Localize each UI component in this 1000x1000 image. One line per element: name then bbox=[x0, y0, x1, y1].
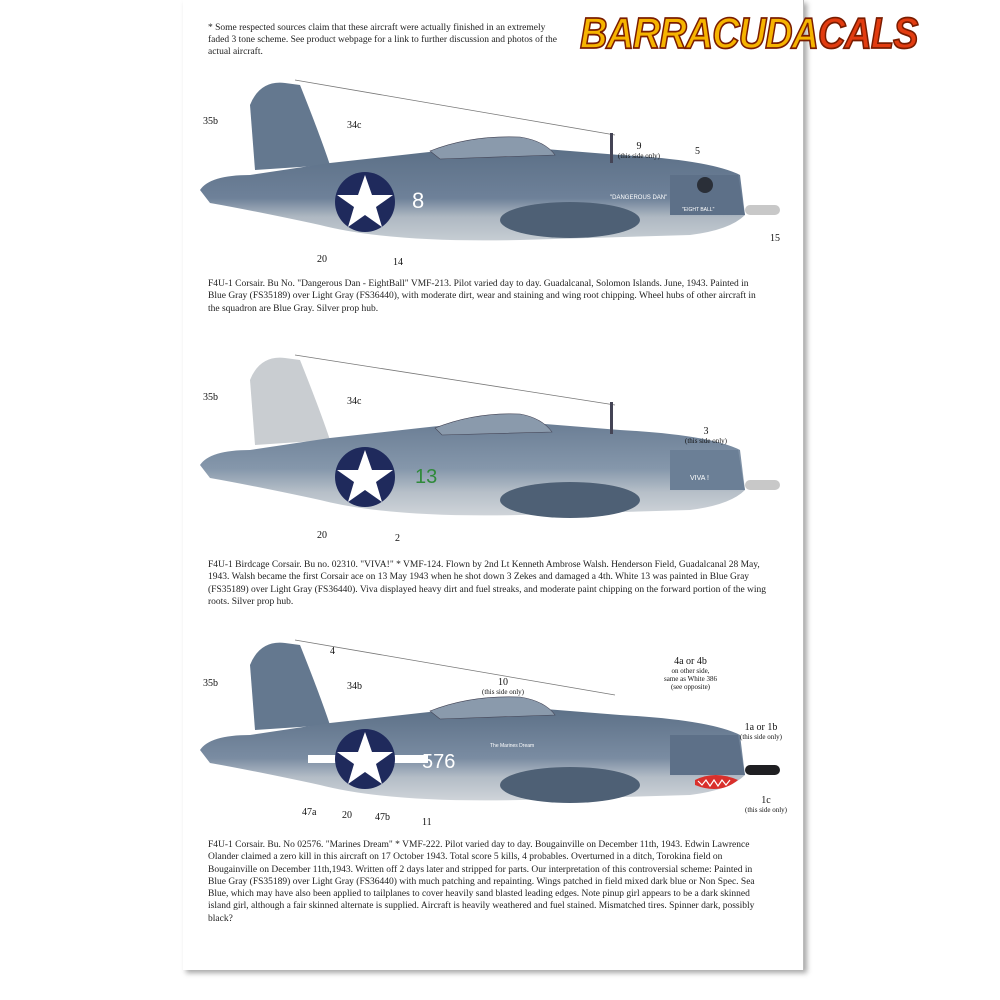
callout-34b: 34b bbox=[347, 681, 362, 692]
cowl-art: VIVA ! bbox=[690, 475, 709, 482]
profile-2-caption: F4U-1 Birdcage Corsair. Bu no. 02310. "VIVA!" * VMF-124. Flown by 2nd Lt Kenneth Ambrose Walsh. Henderson Field, Guadalcanal 28 May, 1943. Walsh became the first Corsair ace on 13 May 1943 when he shot down 3 Zekes and damaged a 4th. White 13 was painted in Blue Gray (FS35189) over Light Gray (FS36440). Viva displayed heavy dirt and fuel streaks, and moderate paint chipping on the forward portion of the wing roots. Silver prop hub. bbox=[208, 560, 767, 607]
dark-spinner bbox=[745, 765, 780, 775]
callout-1c-number: 1c bbox=[761, 795, 771, 806]
canopy bbox=[430, 137, 555, 159]
tail-fin bbox=[250, 643, 330, 730]
callout-14: 14 bbox=[393, 257, 403, 268]
cowling bbox=[670, 735, 745, 775]
callout-1c bbox=[745, 796, 787, 814]
profile-3-caption: F4U-1 Corsair. Bu. No 02576. "Marines Dream" * VMF-222. Pilot varied day to day. Bougainville on December 11th, 1943. Edwin Lawrence Olander claimed a zero kill in this aircraft on 17 October 1943. Total score 5 kills, 4 probables. Overturned in a ditch, Torokina field on Bougainville on December 11th,1943. Written off 2 days later and stripped for parts. Our interpretation of this controversial scheme: Painted in Blue Gray (FS35189) over Light Gray (FS36440) with much patching and repainting. Wings patched in field mixed dark blue or Non Spec. Sea Blue, which may have also been applied to tailplanes to cover heavily sand blasted leading edges. Note pinup girl appears to be a dark skinned island girl, although a fair skinned alternate is supplied. Aircraft is heavily weathered and fuel stained. Mismatched tires. Spinner dark, possibly black? bbox=[208, 840, 755, 924]
callout-20: 20 bbox=[342, 810, 352, 821]
callout-9 bbox=[618, 142, 660, 160]
fuselage-code: 13 bbox=[415, 466, 438, 488]
callout-34c: 34c bbox=[347, 396, 362, 407]
antenna-mast bbox=[610, 402, 613, 434]
wing bbox=[500, 767, 640, 803]
antenna-mast bbox=[610, 133, 613, 163]
callout-10-note: (this side only) bbox=[482, 688, 524, 696]
antenna-wire bbox=[295, 355, 615, 405]
birdcage-canopy bbox=[435, 414, 552, 435]
callout-5: 5 bbox=[695, 146, 700, 157]
canopy bbox=[430, 697, 555, 719]
cowling bbox=[670, 450, 745, 490]
callout-47a: 47a bbox=[302, 807, 317, 818]
nose-art: "DANGEROUS DAN" bbox=[610, 195, 668, 201]
fuselage-code: 576 bbox=[422, 751, 456, 773]
callout-10-number: 10 bbox=[498, 677, 508, 688]
callout-47b: 47b bbox=[375, 812, 390, 823]
callout-9-note: (this side only) bbox=[618, 152, 660, 160]
callout-34c: 34c bbox=[347, 120, 362, 131]
header-note: * Some respected sources claim that these aircraft were actually finished in an extremely faded 3 tone scheme. See product webpage for a link to further discussion and photos of the actual aircraft. bbox=[208, 23, 558, 57]
callout-4a-4b bbox=[664, 657, 717, 691]
callout-4a-number: 4a or 4b bbox=[674, 656, 707, 667]
callout-1a-number: 1a or 1b bbox=[744, 722, 778, 733]
profile-2-illustration bbox=[190, 350, 790, 550]
callout-35b: 35b bbox=[203, 392, 218, 403]
callout-4: 4 bbox=[330, 646, 335, 657]
prop-hub bbox=[745, 480, 780, 490]
callout-3 bbox=[685, 427, 727, 445]
profile-1-caption: F4U-1 Corsair. Bu No. "Dangerous Dan - EightBall" VMF-213. Pilot varied day to day. Guadalcanal, Solomon Islands. June, 1943. Painted in Blue Gray (FS35189) over Light Gray (FS36440), with moderate dirt, wear and staining and wing root chipping. Wheel hubs of other aircraft in the squadron are Blue Gray. Silver prop hub. bbox=[208, 279, 756, 314]
profile-1-illustration bbox=[190, 75, 790, 275]
callout-20: 20 bbox=[317, 254, 327, 265]
callout-15: 15 bbox=[770, 233, 780, 244]
antenna-wire bbox=[295, 640, 615, 695]
tail-fin bbox=[250, 358, 330, 445]
callout-9-number: 9 bbox=[636, 141, 642, 152]
callout-4a-note1: on other side, bbox=[671, 667, 710, 675]
wing bbox=[500, 482, 640, 518]
callout-1c-note: (this side only) bbox=[745, 806, 787, 814]
logo-part2: CALS bbox=[817, 10, 918, 59]
callout-3-note: (this side only) bbox=[685, 437, 727, 445]
callout-35b: 35b bbox=[203, 116, 218, 127]
callout-2: 2 bbox=[395, 533, 400, 544]
fuselage-code: 8 bbox=[412, 188, 425, 213]
cowl-art: "EIGHT BALL" bbox=[682, 207, 715, 213]
logo-part1: BARRACUDA bbox=[580, 10, 818, 59]
callout-3-number: 3 bbox=[703, 426, 709, 437]
callout-4a-note2: same as White 386 bbox=[664, 675, 717, 683]
callout-11: 11 bbox=[422, 817, 432, 828]
wing bbox=[500, 202, 640, 238]
nose-art: The Marines Dream bbox=[490, 743, 535, 749]
callout-1a-note: (this side only) bbox=[740, 733, 782, 741]
brand-logo bbox=[580, 10, 917, 59]
prop-hub bbox=[745, 205, 780, 215]
tail-fin bbox=[250, 83, 330, 170]
callout-10 bbox=[482, 678, 524, 696]
cowl-emblem bbox=[697, 177, 713, 193]
antenna-wire bbox=[295, 80, 615, 135]
callout-4a-note3: (see opposite) bbox=[670, 683, 711, 691]
callout-35b: 35b bbox=[203, 678, 218, 689]
callout-20: 20 bbox=[317, 530, 327, 541]
callout-1a-1b bbox=[740, 723, 782, 741]
